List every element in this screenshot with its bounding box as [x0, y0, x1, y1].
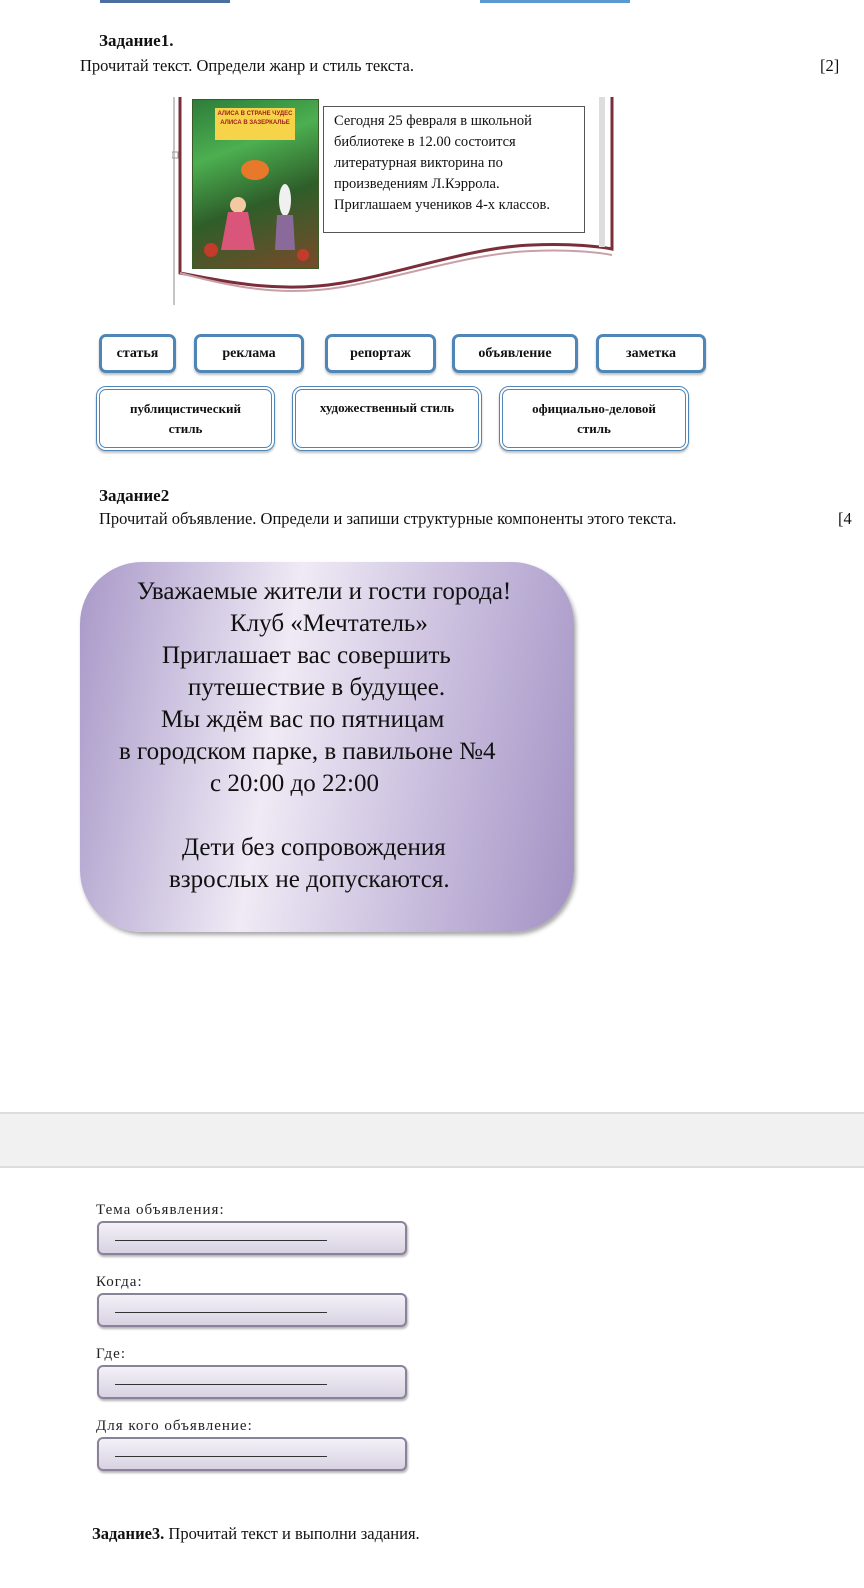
- task1-title: Задание1.: [99, 31, 174, 50]
- style-label-line: стиль: [577, 420, 611, 436]
- book-illustration: [193, 100, 318, 268]
- task3-instruction: Прочитай текст и выполни задания.: [168, 1524, 420, 1543]
- field-label-when: Когда:: [96, 1274, 143, 1290]
- card-line: Дети без сопровождения: [182, 834, 446, 861]
- field-label-where: Где:: [96, 1346, 127, 1362]
- book-cover-title: АЛИСА В СТРАНЕ ЧУДЕС АЛИСА В ЗАЗЕРКАЛЬЕ: [215, 108, 295, 140]
- notice-line: Сегодня 25 февраля в школьной: [334, 113, 532, 129]
- genre-option-note[interactable]: заметка: [596, 334, 706, 373]
- task2-points: [4: [838, 509, 852, 528]
- style-label-line: публицистический: [130, 400, 241, 416]
- notice-line: библиотеке в 12.00 состоится: [334, 134, 516, 150]
- card-line: Мы ждём вас по пятницам: [161, 706, 445, 733]
- field-label-topic: Тема объявления:: [96, 1202, 225, 1218]
- card-line: Клуб «Мечтатель»: [230, 610, 428, 637]
- style-option-artistic[interactable]: [292, 386, 482, 451]
- answer-line: [115, 1240, 327, 1241]
- answer-field-for-whom[interactable]: [97, 1437, 407, 1471]
- answer-field-where[interactable]: [97, 1365, 407, 1399]
- genre-option-announcement[interactable]: объявление: [452, 334, 578, 373]
- answer-field-topic[interactable]: [97, 1221, 407, 1255]
- card-line: Уважаемые жители и гости города!: [137, 578, 512, 605]
- style-label-line: художественный стиль: [319, 400, 455, 415]
- task2-title: Задание2: [99, 486, 170, 505]
- style-option-official[interactable]: [499, 386, 689, 451]
- card-line: Приглашает вас совершить: [162, 642, 451, 669]
- task1-points: [2]: [820, 56, 840, 75]
- answer-line: [115, 1384, 327, 1385]
- notice-line: литературная викторина по: [334, 155, 503, 171]
- top-fragment-right: [480, 0, 630, 6]
- genre-option-advertisement[interactable]: реклама: [194, 334, 304, 373]
- card-line: с 20:00 до 22:00: [210, 770, 379, 797]
- announcement-card: [80, 562, 574, 932]
- task3-title: Задание3.: [92, 1524, 165, 1543]
- answer-line: [115, 1456, 327, 1457]
- field-label-for-whom: Для кого объявление:: [96, 1418, 253, 1434]
- notice-text-box: [323, 106, 585, 233]
- genre-option-report[interactable]: репортаж: [325, 334, 436, 373]
- task3-heading: [92, 1524, 420, 1544]
- book-cover-image: [192, 99, 319, 269]
- page-break-band: [0, 1112, 864, 1168]
- top-fragment-left: [100, 0, 230, 6]
- style-option-publicistic[interactable]: [96, 386, 275, 451]
- card-line: взрослых не допускаются.: [169, 866, 450, 893]
- answer-field-when[interactable]: [97, 1293, 407, 1327]
- task1-instruction: Прочитай текст. Определи жанр и стиль текста.: [80, 56, 414, 75]
- genre-option-article[interactable]: статья: [99, 334, 176, 373]
- style-label-line: официально-деловой: [532, 400, 656, 416]
- task2-instruction: Прочитай объявление. Определи и запиши структурные компоненты этого текста.: [99, 509, 677, 528]
- card-line: путешествие в будущее.: [188, 674, 446, 701]
- notice-line: Приглашаем учеников 4-х классов.: [334, 197, 550, 213]
- answer-line: [115, 1312, 327, 1313]
- style-label-line: стиль: [168, 420, 203, 436]
- card-line: в городском парке, в павильоне №4: [119, 738, 496, 765]
- notice-line: произведениям Л.Кэррола.: [334, 176, 500, 192]
